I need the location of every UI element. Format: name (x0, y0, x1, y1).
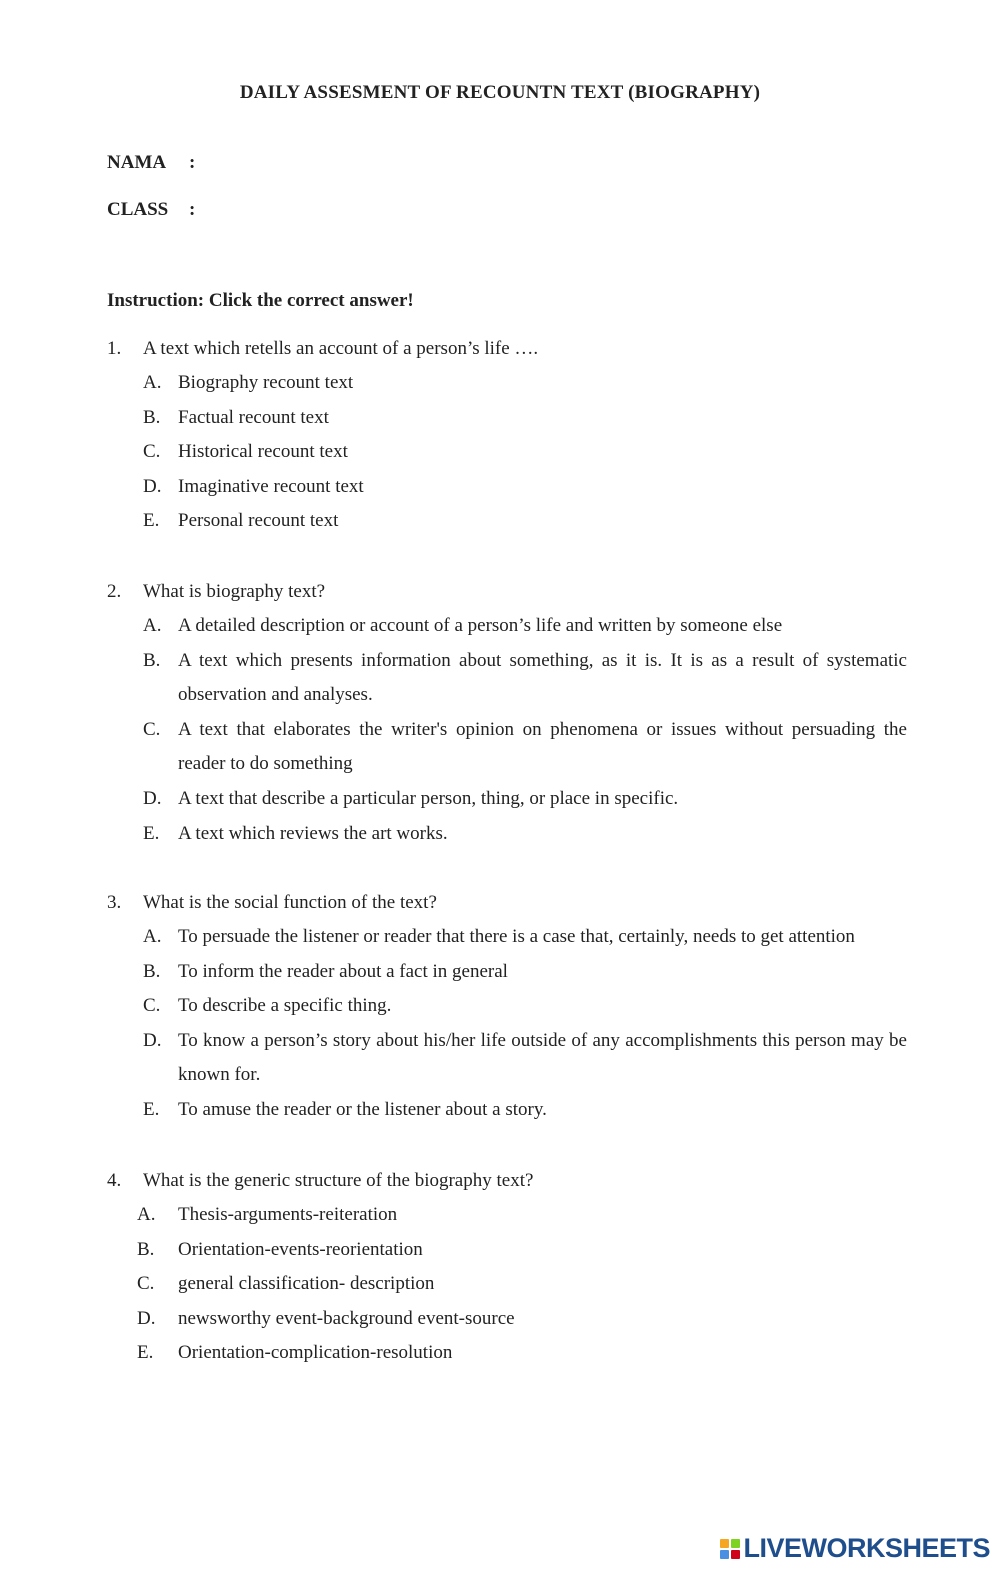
option-text: A text that elaborates the writer's opinion on phenomena or issues without persuading the reader to do something (178, 718, 907, 775)
option-text: A detailed description or account of a person’s life and written by someone else (178, 615, 783, 636)
option-text: Orientation-events-reorientation (178, 1238, 423, 1260)
option-list (143, 366, 907, 539)
option-letter: C. (143, 718, 161, 740)
option-3d[interactable] (143, 1024, 907, 1093)
question-4 (107, 1164, 907, 1371)
logo-cell (720, 1550, 729, 1559)
option-letter: B. (137, 1238, 155, 1260)
option-text: To inform the reader about a fact in general (178, 960, 508, 982)
option-3b[interactable] (143, 955, 907, 990)
option-3e[interactable] (143, 1093, 907, 1128)
option-text: general classification- description (178, 1273, 435, 1295)
option-4d[interactable] (137, 1302, 907, 1337)
question-number: 1. (107, 338, 122, 359)
option-text: Factual recount text (178, 406, 329, 428)
option-letter: D. (143, 475, 162, 497)
option-1b[interactable] (143, 401, 907, 436)
question-number: 4. (107, 1170, 122, 1191)
option-list (143, 609, 907, 851)
option-letter: A. (143, 372, 162, 393)
option-letter: E. (143, 510, 160, 532)
option-2c[interactable] (143, 713, 907, 782)
option-letter: D. (137, 1307, 156, 1329)
option-4a[interactable] (137, 1198, 907, 1233)
option-letter: D. (143, 787, 162, 809)
option-letter: A. (143, 926, 162, 947)
option-letter: B. (143, 960, 161, 982)
option-text: Personal recount text (178, 510, 339, 532)
question-1 (107, 332, 907, 539)
option-text: To persuade the listener or reader that there is a case that, certainly, needs to get attention (178, 926, 855, 947)
option-text: Orientation-complication-resolution (178, 1342, 453, 1364)
class-separator: : (189, 199, 196, 220)
question-number: 3. (107, 892, 122, 913)
question-text: A text which retells an account of a person’s life …. (143, 338, 539, 359)
option-1d[interactable] (143, 470, 907, 505)
logo-cell (731, 1539, 740, 1548)
option-4c[interactable] (137, 1267, 907, 1302)
option-text: To describe a specific thing. (178, 995, 392, 1017)
option-list (143, 920, 907, 1128)
option-letter: B. (143, 649, 161, 671)
logo-cell (720, 1539, 729, 1548)
option-text: Biography recount text (178, 372, 354, 393)
option-letter: E. (137, 1342, 154, 1364)
option-1e[interactable] (143, 504, 907, 539)
option-2a[interactable] (143, 609, 907, 644)
option-text: Historical recount text (178, 441, 348, 463)
option-1a[interactable] (143, 366, 907, 401)
option-text: To amuse the reader or the listener about a story. (178, 1098, 547, 1120)
option-1c[interactable] (143, 435, 907, 470)
option-text: A text which reviews the art works. (178, 822, 448, 844)
worksheet-title: DAILY ASSESMENT OF RECOUNTN TEXT (BIOGRAPHY) (239, 82, 761, 103)
question-2 (107, 575, 907, 851)
question-3 (107, 886, 907, 1128)
class-field (107, 199, 195, 221)
name-label: NAMA (107, 152, 167, 173)
option-4b[interactable] (137, 1233, 907, 1268)
option-letter: D. (143, 1029, 162, 1051)
option-letter: C. (143, 995, 161, 1017)
question-number: 2. (107, 581, 122, 602)
liveworksheets-logo-icon (720, 1539, 740, 1559)
option-text: newsworthy event-background event-source (178, 1307, 515, 1329)
option-letter: A. (137, 1204, 156, 1225)
option-3c[interactable] (143, 989, 907, 1024)
option-letter: B. (143, 406, 161, 428)
option-letter: C. (143, 441, 161, 463)
option-text: To know a person’s story about his/her life outside of any accomplishments this person may be known for. (178, 1029, 907, 1086)
question-text: What is biography text? (143, 581, 326, 602)
option-2b[interactable] (143, 644, 907, 713)
option-list (137, 1198, 907, 1371)
option-letter: A. (143, 615, 162, 636)
option-text: Imaginative recount text (178, 475, 364, 497)
option-letter: E. (143, 822, 160, 844)
logo-cell (731, 1550, 740, 1559)
option-text: Thesis-arguments-reiteration (178, 1204, 398, 1225)
name-separator: : (189, 152, 196, 173)
class-label: CLASS (107, 199, 169, 220)
option-text: A text that describe a particular person, thing, or place in specific. (178, 787, 679, 809)
instruction-text: Instruction: Click the correct answer! (107, 290, 414, 311)
option-3a[interactable] (143, 920, 907, 955)
name-field (107, 152, 195, 174)
question-text: What is the generic structure of the biography text? (143, 1170, 534, 1191)
option-letter: C. (137, 1273, 155, 1295)
option-2e[interactable] (143, 817, 907, 852)
option-2d[interactable] (143, 782, 907, 817)
liveworksheets-brand[interactable] (720, 1533, 990, 1564)
liveworksheets-wordmark: LIVEWORKSHEETS (743, 1533, 990, 1563)
question-text: What is the social function of the text? (143, 892, 437, 913)
option-letter: E. (143, 1098, 160, 1120)
option-text: A text which presents information about something, as it is. It is as a result of systematic observation and analyses. (178, 649, 907, 706)
option-4e[interactable] (137, 1336, 907, 1371)
